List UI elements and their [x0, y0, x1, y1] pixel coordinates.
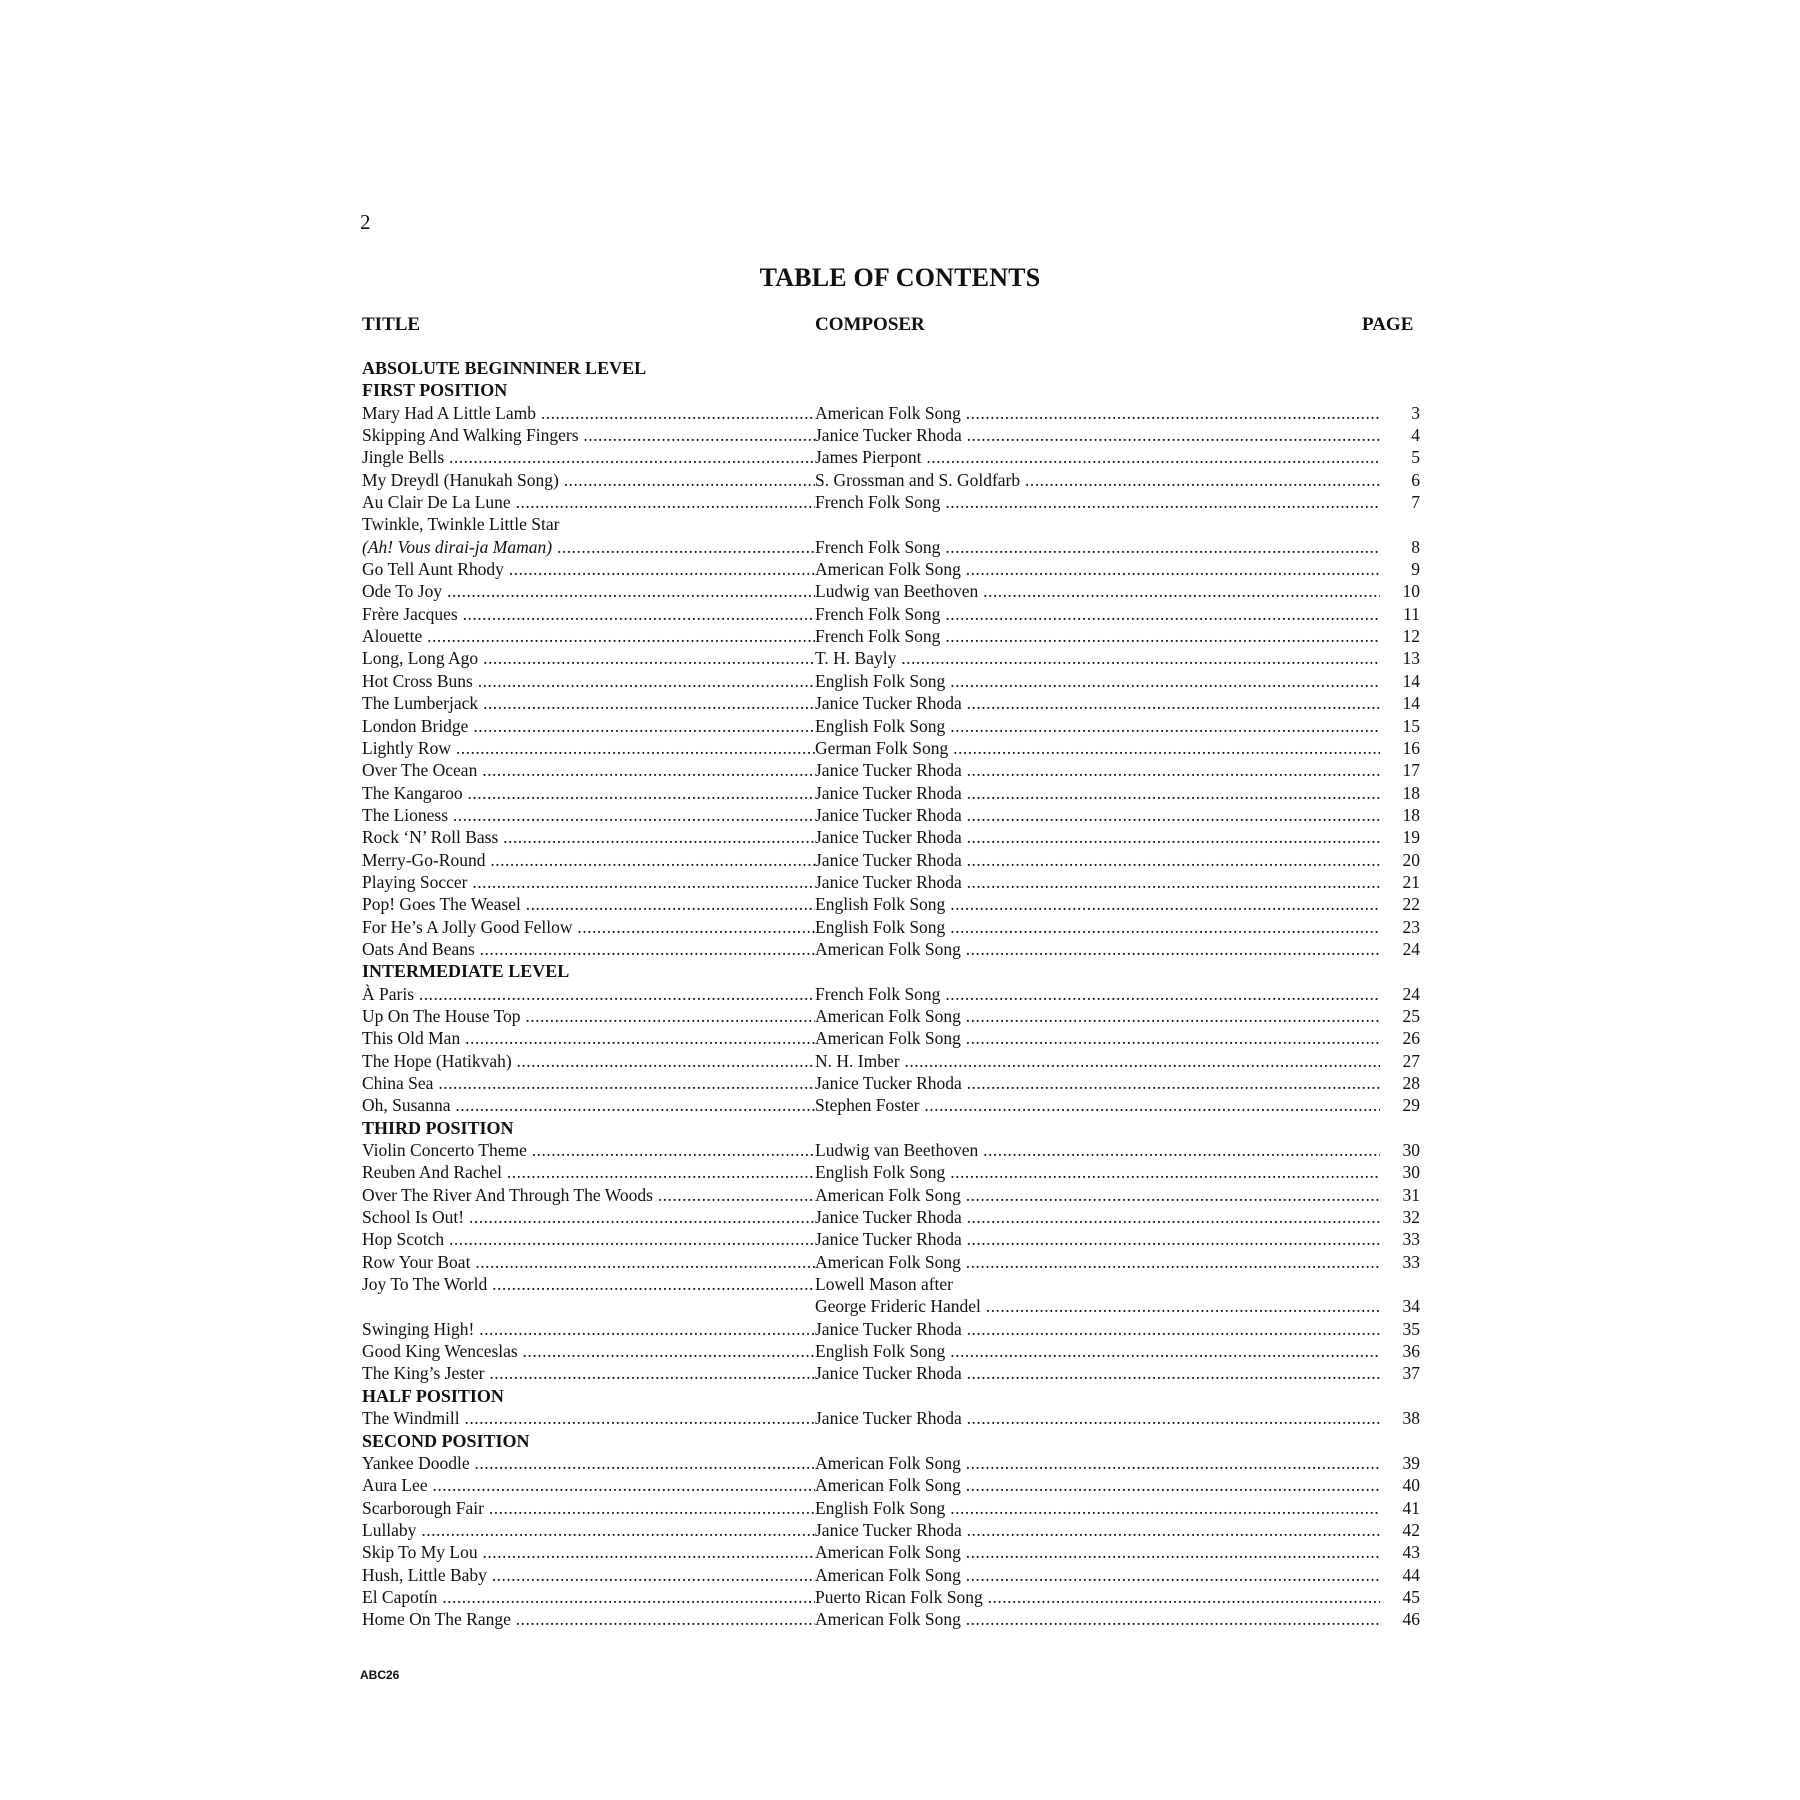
page-ref: 22 [1402, 894, 1420, 915]
song-title: Go Tell Aunt Rhody [362, 559, 504, 580]
composer-name: Janice Tucker Rhoda [815, 760, 962, 781]
composer-name: French Folk Song [815, 626, 941, 647]
song-title: Swinging High! [362, 1318, 475, 1339]
toc-row [362, 826, 1420, 848]
footer-code: ABC26 [360, 1668, 400, 1682]
song-title: Hop Scotch [362, 1229, 445, 1250]
song-title: For He’s A Jolly Good Fellow [362, 916, 573, 937]
toc-section-heading [362, 960, 1420, 982]
toc-row [362, 1541, 1420, 1563]
section-title: THIRD POSITION [362, 1117, 514, 1138]
song-title: The King’s Jester [362, 1363, 485, 1384]
composer-name: American Folk Song [815, 1564, 961, 1585]
page-ref: 28 [1402, 1073, 1420, 1093]
composer-name: Lowell Mason after [815, 1274, 954, 1295]
composer-name: George Frideric Handel [815, 1296, 981, 1317]
page-ref: 38 [1402, 1408, 1420, 1429]
page-ref: 30 [1402, 1162, 1420, 1183]
song-title: Hush, Little Baby [362, 1564, 487, 1585]
toc-row [362, 1139, 1420, 1161]
page-ref: 33 [1402, 1251, 1420, 1272]
page-ref: 43 [1402, 1542, 1420, 1563]
toc-row [362, 513, 1420, 535]
composer-name: Janice Tucker Rhoda [815, 693, 962, 714]
page-ref: 31 [1402, 1184, 1420, 1205]
toc-row [362, 603, 1420, 625]
composer-name: American Folk Song [815, 1452, 961, 1473]
composer-name: English Folk Song [815, 1341, 946, 1362]
song-title: Jingle Bells [362, 447, 445, 468]
page-ref: 44 [1402, 1564, 1420, 1585]
composer-name: S. Grossman and S. Goldfarb [815, 469, 1021, 490]
page-ref: 34 [1402, 1296, 1420, 1317]
toc-row [362, 1228, 1420, 1250]
page-ref: 3 [1411, 402, 1420, 423]
song-title: Oh, Susanna [362, 1095, 451, 1116]
column-header-title: TITLE [362, 314, 421, 335]
toc-row [362, 1564, 1420, 1586]
page-ref: 35 [1402, 1318, 1420, 1339]
toc-row [362, 1340, 1420, 1362]
toc-row [362, 1318, 1420, 1340]
song-title: Joy To The World [362, 1274, 488, 1295]
composer-name: Janice Tucker Rhoda [815, 1408, 962, 1429]
page-ref: 25 [1402, 1005, 1420, 1026]
toc-row [362, 1608, 1420, 1630]
song-title: À Paris [362, 983, 415, 1004]
composer-name: Janice Tucker Rhoda [815, 1318, 962, 1339]
composer-name: T. H. Bayly [815, 648, 897, 669]
composer-name: Janice Tucker Rhoda [815, 782, 962, 803]
song-title: Mary Had A Little Lamb [362, 402, 536, 423]
page-ref: 8 [1411, 536, 1420, 557]
toc-row [362, 983, 1420, 1005]
composer-name: James Pierpont [815, 447, 922, 468]
composer-name: Janice Tucker Rhoda [815, 849, 962, 870]
composer-name: German Folk Song [815, 737, 949, 758]
page-ref: 16 [1402, 737, 1420, 758]
page-ref: 18 [1402, 782, 1420, 803]
composer-name: Janice Tucker Rhoda [815, 1229, 962, 1250]
song-title: Up On The House Top [362, 1005, 521, 1026]
toc-row [362, 1072, 1420, 1094]
song-title: Skipping And Walking Fingers [362, 425, 579, 446]
composer-name: American Folk Song [815, 1005, 961, 1026]
composer-name: Janice Tucker Rhoda [815, 1073, 962, 1093]
composer-name: American Folk Song [815, 1542, 961, 1563]
song-title: Au Clair De La Lune [362, 492, 511, 513]
page-ref: 42 [1402, 1519, 1420, 1540]
composer-name: Janice Tucker Rhoda [815, 871, 962, 892]
page-ref: 18 [1402, 804, 1420, 825]
composer-name: American Folk Song [815, 559, 961, 580]
song-title: Ode To Joy [362, 581, 443, 602]
page-ref: 45 [1402, 1586, 1420, 1607]
toc-row [362, 692, 1420, 714]
composer-name: English Folk Song [815, 715, 946, 736]
page-number: 2 [360, 210, 371, 234]
song-title: Oats And Beans [362, 938, 475, 959]
composer-name: Stephen Foster [815, 1095, 920, 1116]
section-title: INTERMEDIATE LEVEL [362, 961, 570, 982]
song-title: The Lioness [362, 804, 449, 825]
page-ref: 14 [1402, 693, 1420, 714]
page-ref: 6 [1411, 469, 1420, 490]
song-title: China Sea [362, 1073, 434, 1093]
page-ref: 4 [1411, 425, 1420, 446]
toc-row [362, 1273, 1420, 1295]
composer-name: French Folk Song [815, 492, 941, 513]
page-ref: 21 [1402, 871, 1420, 892]
page-ref: 46 [1402, 1609, 1420, 1630]
composer-name: English Folk Song [815, 1162, 946, 1183]
toc-row [362, 1027, 1420, 1049]
toc-row [362, 1497, 1420, 1519]
column-header-page: PAGE [1362, 314, 1414, 335]
toc-row [362, 1452, 1420, 1474]
page-ref: 9 [1411, 559, 1420, 580]
song-title: Over The Ocean [362, 760, 478, 781]
toc-row [362, 469, 1420, 491]
song-title: Playing Soccer [362, 871, 468, 892]
section-title: FIRST POSITION [362, 380, 508, 401]
song-title: School Is Out! [362, 1207, 465, 1228]
section-title: HALF POSITION [362, 1385, 504, 1406]
section-title: SECOND POSITION [362, 1430, 530, 1451]
toc-list [362, 357, 1420, 1631]
song-title: Lightly Row [362, 737, 451, 758]
song-title: Good King Wenceslas [362, 1341, 518, 1362]
composer-name: English Folk Song [815, 670, 946, 691]
song-title: Skip To My Lou [362, 1542, 478, 1563]
composer-name: American Folk Song [815, 1184, 961, 1205]
page-ref: 5 [1411, 447, 1420, 468]
page-ref: 36 [1402, 1341, 1420, 1362]
toc-row [362, 558, 1420, 580]
song-title: Yankee Doodle [362, 1452, 470, 1473]
composer-name: Janice Tucker Rhoda [815, 1519, 962, 1540]
song-title: London Bridge [362, 715, 469, 736]
composer-name: English Folk Song [815, 894, 946, 915]
page-ref: 29 [1402, 1095, 1420, 1116]
page-ref: 32 [1402, 1207, 1420, 1228]
composer-name: Janice Tucker Rhoda [815, 425, 962, 446]
page-ref: 24 [1402, 983, 1420, 1004]
composer-name: English Folk Song [815, 1497, 946, 1518]
song-title: Hot Cross Buns [362, 670, 473, 691]
song-title: Frère Jacques [362, 603, 458, 624]
composer-name: English Folk Song [815, 916, 946, 937]
toc-row [362, 1586, 1420, 1608]
toc-row [362, 759, 1420, 781]
toc-row [362, 849, 1420, 871]
song-title: Row Your Boat [362, 1251, 471, 1272]
toc-row [362, 1362, 1420, 1384]
toc-row [362, 938, 1420, 960]
composer-name: Janice Tucker Rhoda [815, 1207, 962, 1228]
toc-row [362, 715, 1420, 737]
toc-row [362, 491, 1420, 513]
composer-name: American Folk Song [815, 1609, 961, 1630]
song-title: Merry-Go-Round [362, 849, 486, 870]
composer-name: French Folk Song [815, 603, 941, 624]
toc-row [362, 402, 1420, 424]
toc-section-heading [362, 1117, 1420, 1139]
toc-row [362, 782, 1420, 804]
page-ref: 7 [1411, 492, 1420, 513]
page-ref: 24 [1402, 938, 1420, 959]
composer-name: American Folk Song [815, 1251, 961, 1272]
song-title: The Kangaroo [362, 782, 463, 803]
page-ref: 11 [1403, 603, 1420, 624]
toc-row [362, 1161, 1420, 1183]
page-ref: 41 [1402, 1497, 1420, 1518]
page-ref: 17 [1402, 760, 1420, 781]
song-title: (Ah! Vous dirai-ja Maman) [362, 536, 553, 557]
page-ref: 30 [1402, 1140, 1420, 1161]
toc-row [362, 1184, 1420, 1206]
toc-row [362, 670, 1420, 692]
toc-row [362, 580, 1420, 602]
toc-row [362, 1094, 1420, 1116]
song-title: Over The River And Through The Woods [362, 1184, 653, 1205]
toc-row [362, 1295, 1420, 1317]
song-title: This Old Man [362, 1028, 461, 1049]
page-title: TABLE OF CONTENTS [759, 263, 1041, 292]
song-title: Aura Lee [362, 1475, 428, 1496]
song-title: Pop! Goes The Weasel [362, 894, 521, 915]
composer-name: American Folk Song [815, 402, 961, 423]
toc-section-heading [362, 379, 1420, 401]
toc-row [362, 536, 1420, 558]
section-title: ABSOLUTE BEGINNINER LEVEL [362, 358, 647, 378]
composer-name: American Folk Song [815, 1475, 961, 1496]
composer-name: American Folk Song [815, 938, 961, 959]
song-title: Violin Concerto Theme [362, 1140, 527, 1161]
composer-name: French Folk Song [815, 983, 941, 1004]
toc-section-heading [362, 357, 1420, 379]
page-ref: 20 [1402, 849, 1420, 870]
toc-row [362, 424, 1420, 446]
toc-row [362, 1251, 1420, 1273]
song-title: The Lumberjack [362, 693, 479, 714]
page-ref: 39 [1402, 1452, 1420, 1473]
page-ref: 19 [1402, 827, 1420, 848]
page-ref: 27 [1402, 1050, 1420, 1071]
toc-row [362, 647, 1420, 669]
toc-row [362, 871, 1420, 893]
composer-name: Janice Tucker Rhoda [815, 827, 962, 848]
composer-name: N. H. Imber [815, 1050, 900, 1071]
page-ref: 13 [1402, 648, 1420, 669]
toc-row [362, 916, 1420, 938]
toc-row [362, 446, 1420, 468]
page-ref: 23 [1402, 916, 1420, 937]
toc-row [362, 1474, 1420, 1496]
song-title: Scarborough Fair [362, 1497, 484, 1518]
toc-row [362, 1206, 1420, 1228]
page-ref: 12 [1402, 626, 1420, 647]
toc-row [362, 1050, 1420, 1072]
song-title: Home On The Range [362, 1609, 511, 1630]
composer-name: American Folk Song [815, 1028, 961, 1049]
song-title: El Capotín [362, 1586, 438, 1607]
composer-name: Janice Tucker Rhoda [815, 804, 962, 825]
toc-section-heading [362, 1430, 1420, 1452]
song-title: The Hope (Hatikvah) [362, 1050, 512, 1071]
column-header-composer: COMPOSER [815, 314, 925, 335]
toc-row [362, 1005, 1420, 1027]
song-title: Rock ‘N’ Roll Bass [362, 827, 499, 848]
toc-row [362, 737, 1420, 759]
toc-row [362, 625, 1420, 647]
song-title: My Dreydl (Hanukah Song) [362, 469, 559, 490]
song-title: Twinkle, Twinkle Little Star [362, 514, 560, 535]
toc-row [362, 1519, 1420, 1541]
page-ref: 10 [1402, 581, 1420, 602]
composer-name: French Folk Song [815, 536, 941, 557]
song-title: Alouette [362, 626, 423, 647]
composer-name: Janice Tucker Rhoda [815, 1363, 962, 1384]
toc-row [362, 804, 1420, 826]
toc-row [362, 1407, 1420, 1429]
page-ref: 14 [1402, 670, 1420, 691]
composer-name: Ludwig van Beethoven [815, 581, 979, 602]
page-ref: 33 [1402, 1229, 1420, 1250]
page-ref: 40 [1402, 1475, 1420, 1496]
page-ref: 37 [1402, 1363, 1420, 1384]
song-title: Long, Long Ago [362, 648, 479, 669]
composer-name: Puerto Rican Folk Song [815, 1586, 983, 1607]
song-title: Reuben And Rachel [362, 1162, 502, 1183]
toc-row [362, 893, 1420, 915]
page-ref: 15 [1402, 715, 1420, 736]
composer-name: Ludwig van Beethoven [815, 1140, 979, 1161]
song-title: The Windmill [362, 1408, 460, 1429]
song-title: Lullaby [362, 1519, 417, 1540]
page-ref: 26 [1402, 1028, 1420, 1049]
toc-section-heading [362, 1385, 1420, 1407]
